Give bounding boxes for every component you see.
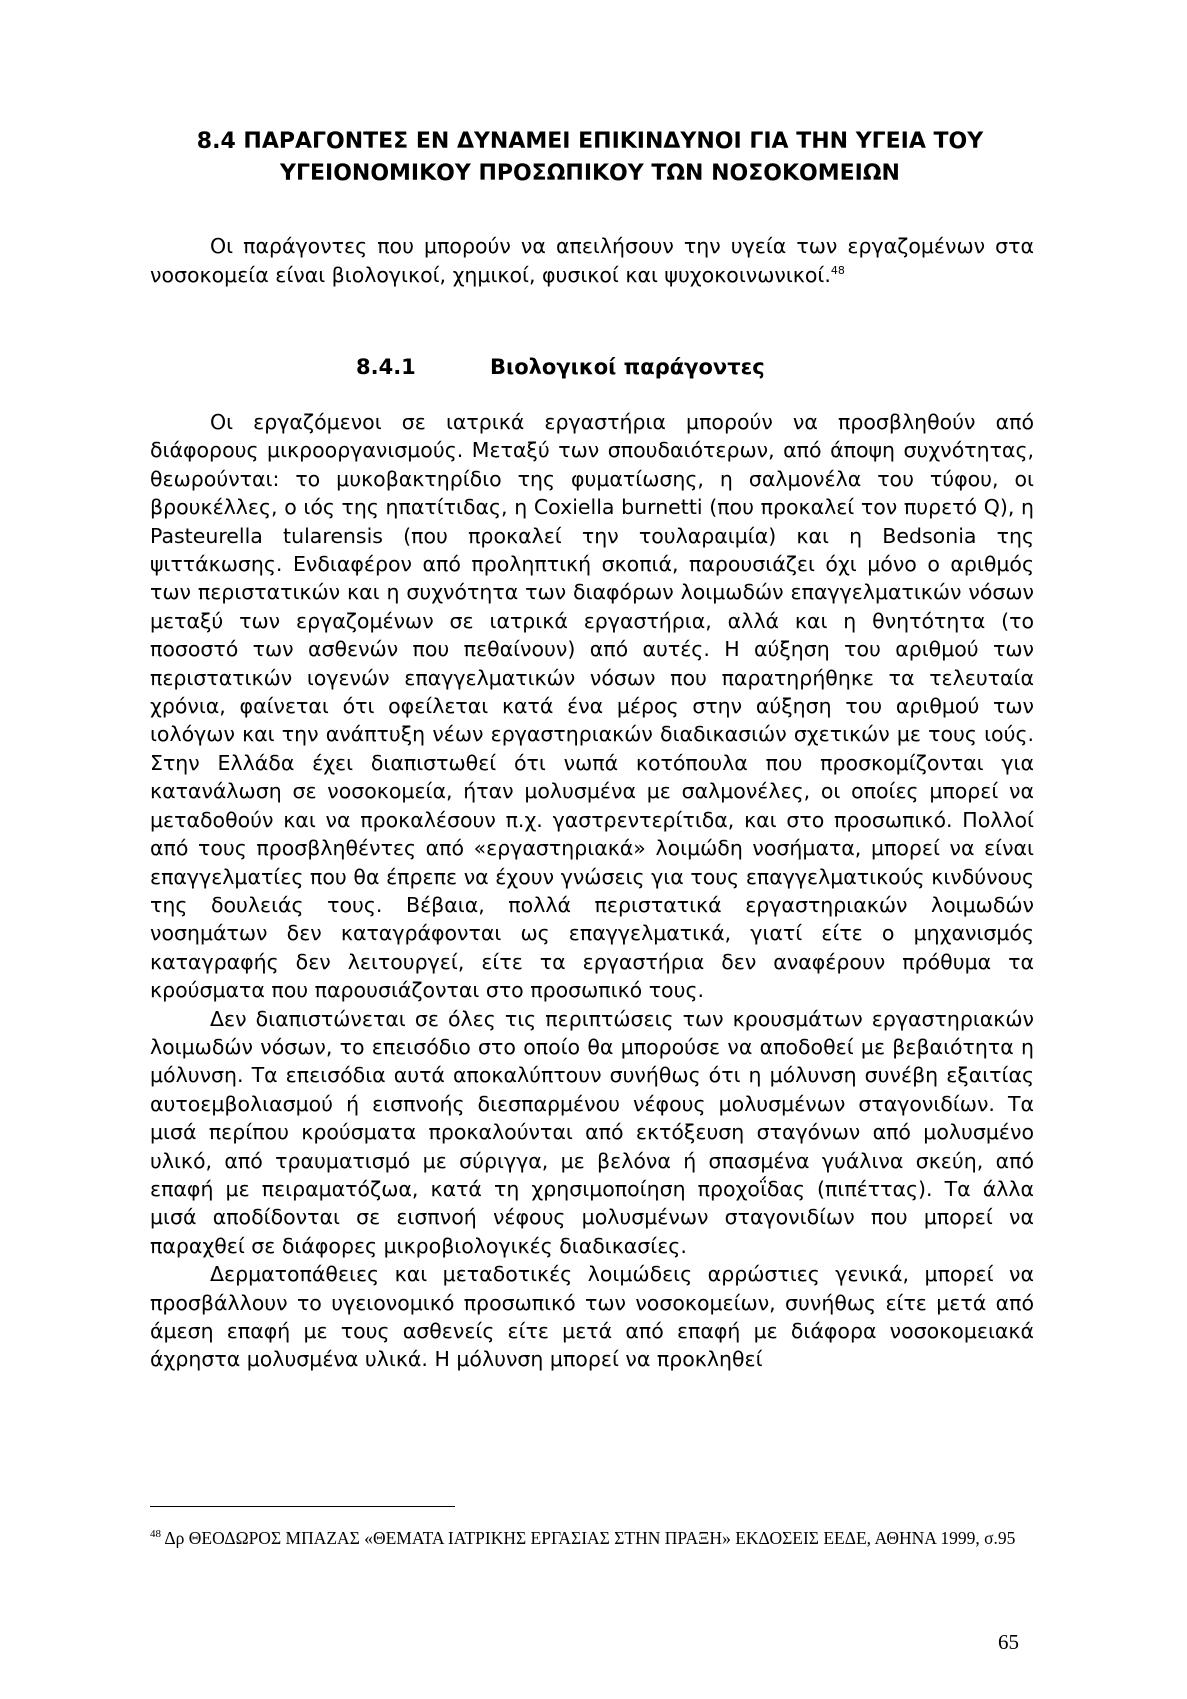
intro-text: Οι παράγοντες που μπορούν να απειλήσουν την υγεία των εργαζομένων στα νοσοκομεία είναι βιολογικοί, χημικοί, φυσικοί και ψυχοκοινωνικοί. bbox=[150, 234, 1034, 287]
footnote-text: Δρ ΘΕΟΔΩΡΟΣ ΜΠΑΖΑΣ «ΘΕΜΑΤΑ ΙΑΤΡΙΚΗΣ ΕΡΓΑΣΙΑΣ ΣΤΗΝ ΠΡΑΞΗ» ΕΚΔΟΣΕΙΣ ΕΕΔΕ, ΑΘΗΝΑ 1999, σ.95 bbox=[164, 1528, 1016, 1548]
subsection-title: Βιολογικοί παράγοντες bbox=[490, 355, 765, 379]
section-heading-line-2: ΥΓΕΙΟΝΟΜΙΚΟΥ ΠΡΟΣΩΠΙΚΟΥ ΤΩΝ ΝΟΣΟΚΟΜΕΙΩΝ bbox=[280, 161, 900, 186]
section-heading bbox=[150, 126, 1030, 190]
body-text bbox=[150, 408, 1034, 1374]
paragraph-3: Δερματοπάθειες και μεταδοτικές λοιμώδεις αρρώστιες γενικά, μπορεί να προσβάλλουν το υγειονομικό προσωπικό των νοσοκομείων, συνήθως είτε μετά από άμεση επαφή με τους ασθενείς είτε μετά από επαφή με διάφορα νοσοκομειακά άχρηστα μολυσμένα υλικά. Η μόλυνση μπορεί να προκληθεί bbox=[150, 1262, 1034, 1372]
section-heading-line-1: 8.4 ΠΑΡΑΓΟΝΤΕΣ ΕΝ ΔΥΝΑΜΕΙ ΕΠΙΚΙΝΔΥΝΟΙ ΓΙΑ ΤΗΝ ΥΓΕΙΑ ΤΟΥ bbox=[196, 129, 984, 154]
footnote-marker: 48 bbox=[150, 1528, 161, 1541]
subsection-number: 8.4.1 bbox=[356, 355, 416, 379]
subsection-heading bbox=[356, 352, 1056, 382]
footnote bbox=[150, 1525, 1030, 1552]
page-number: 65 bbox=[998, 1630, 1019, 1654]
footnote-reference: 48 bbox=[830, 263, 845, 277]
paragraph-1: Οι εργαζόμενοι σε ιατρικά εργαστήρια μπορούν να προσβληθούν από διάφορους μικροοργανισμούς. Μεταξύ των σπουδαιότερων, από άποψη συχνότητας, θεωρούνται: το μυκοβακτηρίδιο της φυματίωσης, η σαλμονέλα του τύφου, οι βρουκέλλες, ο ιός της ηπατίτιδας, η Coxiella burnetti (που προκαλεί τον πυρετό Q), η Pasteurella tularensis (που προκαλεί την τουλαραιμία) και η Bedsonia της ψιττάκωσης. Ενδιαφέρον από προληπτική σκοπιά, παρουσιάζει όχι μόνο ο αριθμός των περιστατικών και η συχνότητα των διαφόρων λοιμωδών επαγγελματικών νόσων μεταξύ των εργαζομένων σε ιατρικά εργαστήρια, αλλά και η θνητότητα (το ποσοστό των ασθενών που πεθαίνουν) από αυτές. Η αύξηση του αριθμού των περιστατικών ιογενών επαγγελματικών νόσων που παρατηρήθηκε τα τελευταία χρόνια, φαίνεται ότι οφείλεται κατά ένα μέρος στην αύξηση του αριθμού των ιολόγων και την ανάπτυξη νέων εργαστηριακών διαδικασιών σχετικών με τους ιούς. Στην Ελλάδα έχει διαπιστωθεί ότι νωπά κοτόπουλα που προσκομίζονται για κατανάλωση σε νοσοκομεία, ήταν μολυσμένα με σαλμονέλες, οι οποίες μπορεί να μεταδοθούν και να προκαλέσουν π.χ. γαστρεντερίτιδα, και στο προσωπικό. Πολλοί από τους προσβληθέντες από «εργαστηριακά» λοιμώδη νοσήματα, μπορεί να είναι επαγγελματίες που θα έπρεπε να έχουν γνώσεις για τους επαγγελματικούς κινδύνους της δουλειάς τους. Βέβαια, πολλά περιστατικά εργαστηριακών λοιμωδών νοσημάτων δεν καταγράφονται ως επαγγελματικά, γιατί είτε ο μηχανισμός καταγραφής δεν λειτουργεί, είτε τα εργαστήρια δεν αναφέρουν πρόθυμα τα κρούσματα που παρουσιάζονται στο προσωπικό τους. bbox=[150, 410, 1034, 1003]
footnote-divider bbox=[150, 1506, 455, 1507]
paragraph-2: Δεν διαπιστώνεται σε όλες τις περιπτώσεις των κρουσμάτων εργαστηριακών λοιμωδών νόσων, το επεισόδιο στο οποίο θα μπορούσε να αποδοθεί με βεβαιότητα η μόλυνση. Τα επεισόδια αυτά αποκαλύπτουν συνήθως ότι η μόλυνση συνέβη εξαιτίας αυτοεμβολιασμού ή εισπνοής διεσπαρμένου νέφους μολυσμένων σταγονιδίων. Τα μισά περίπου κρούσματα προκαλούνται από εκτόξευση σταγόνων από μολυσμένο υλικό, από τραυματισμό με σύριγγα, με βελόνα ή σπασμένα γυάλινα σκεύη, από επαφή με πειραματόζωα, κατά τη χρησιμοποίηση προχοΐδας (πιπέττας). Τα άλλα μισά αποδίδονται σε εισπνοή νέφους μολυσμένων σταγονιδίων που μπορεί να παραχθεί σε διάφορες μικροβιολογικές διαδικασίες. bbox=[150, 1006, 1034, 1258]
intro-paragraph bbox=[150, 232, 1034, 289]
